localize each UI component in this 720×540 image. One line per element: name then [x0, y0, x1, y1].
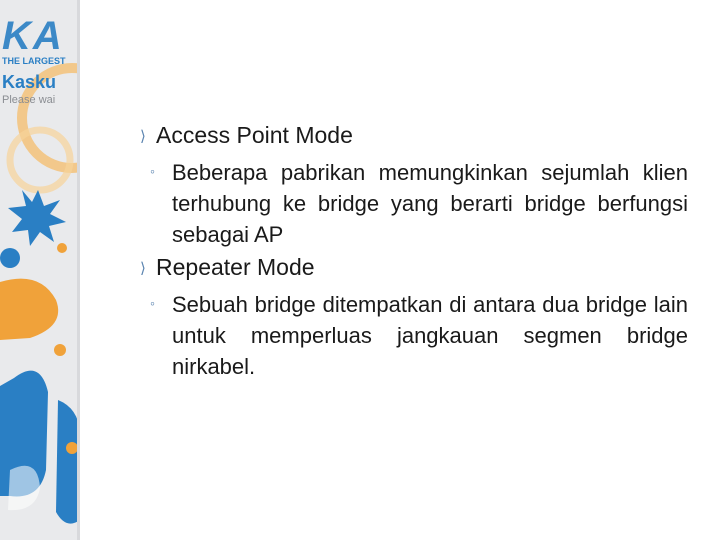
bullet-heading: Access Point Mode: [156, 122, 353, 148]
bullet-heading: Repeater Mode: [156, 254, 315, 280]
slide-content: [140, 118, 688, 382]
logo-subtext: Please wai: [2, 94, 56, 106]
decorative-sidebar: [0, 0, 80, 540]
bullet-repeater-mode: [140, 252, 688, 286]
arrow-bullet-icon: ⟩: [140, 128, 146, 145]
sub-bullet-repeater: [150, 289, 688, 382]
logo-tagline: THE LARGEST: [2, 56, 66, 66]
logo-name: Kasku: [2, 72, 57, 92]
sub-bullet-text: Beberapa pabrikan memungkinkan sejumlah klien terhubung ke bridge yang berarti bridge berfungsi sebagai AP: [172, 160, 688, 247]
logo-wordmark: KA: [2, 14, 64, 58]
bullet-access-point-mode: [140, 120, 688, 154]
circle-bullet-icon: ◦: [150, 163, 155, 179]
sub-bullet-text: Sebuah bridge ditempatkan di antara dua bridge lain untuk memperluas jangkauan segmen bridge nirkabel.: [172, 292, 688, 379]
arrow-bullet-icon: ⟩: [140, 260, 146, 277]
sub-bullet-access-point: [150, 157, 688, 250]
circle-bullet-icon: ◦: [150, 295, 155, 311]
